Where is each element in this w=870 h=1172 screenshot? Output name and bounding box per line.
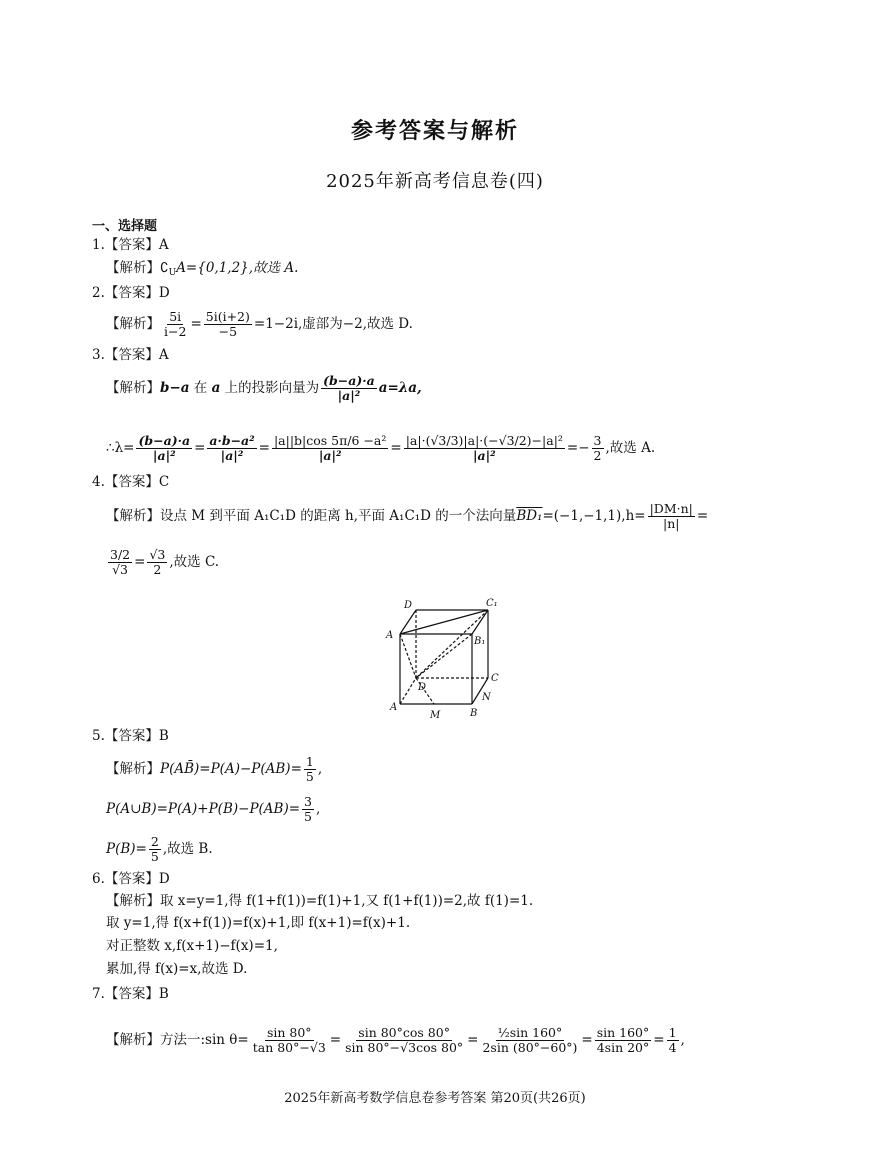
q3-frac-3: $\frac{\text{|a||b|cos 5π/6 −a²}}{\text{|a|²}}$ [273, 433, 387, 463]
q2-frac-1: $\frac{5i}{i-2}$ [164, 309, 187, 339]
q6-solution-line1: 【解析】取 x=y=1,得 f(1+f(1))=f(1)+1,又 f(1+f(1))=2,故 f(1)=1. [106, 893, 534, 909]
q6-solution-line3: 对正整数 x,f(x+1)−f(x)=1, [106, 938, 278, 954]
q1-answer: 1.【答案】A [92, 237, 169, 253]
label-a: A [390, 702, 398, 713]
label-d1: D [404, 600, 413, 611]
q3-frac-1: $\frac{(b-a)\cdot a}{\text{|a|²}}$ [138, 433, 191, 463]
label-b1: B₁ [474, 636, 486, 647]
q3-frac-proj: $\frac{(b-a)\cdot a}{\text{|a|²}}$ [323, 373, 375, 403]
cube-figure [380, 596, 510, 726]
q3-solution-line2: ∴λ= $\frac{(b-a)\cdot a}{\text{|a|²}}$ = $\frac{\text{a·b−a²}}{\text{|a|²}}$ = $\frac{\text{|a||b|cos 5π/6 −a²}}{\text{|a|²}}$ = $\frac{\text{|a|·(√3/3)|a|·(−√3/2)−|a|²}}{\text{|a|²}}$ =− $\frac{3}{2}$ ,故选 A. [106, 433, 656, 463]
q6-solution-line2: 取 y=1,得 f(x+f(1))=f(x)+1,即 f(x+1)=f(x)+1. [106, 915, 411, 931]
q3-frac-2: $\frac{\text{a·b−a²}}{\text{|a|²}}$ [209, 433, 255, 463]
q4-answer: 4.【答案】C [92, 474, 170, 490]
q4-frac-h: $\frac{|DM\cdot n|}{|n|}$ [649, 501, 693, 531]
q3-answer: 3.【答案】A [92, 347, 169, 363]
q3-solution-line1: 【解析】b−a 在 a 上的投影向量为 $\frac{(b-a)\cdot a}{\text{|a|²}}$ a=λa, [106, 373, 422, 403]
q7-answer: 7.【答案】B [92, 986, 169, 1002]
q5-solution-line3: P(B)= $\frac{2}{5}$ ,故选 B. [106, 834, 213, 864]
page-footer: 2025年新高考数学信息卷参考答案 第20页(共26页) [284, 1091, 586, 1106]
label-b: B [470, 708, 478, 719]
jiexi-label: 【解析】 [106, 260, 160, 276]
section-heading: 一、选择题 [92, 219, 158, 234]
label-c: C [491, 673, 499, 684]
q4-solution-line1: 【解析】设点 M 到平面 A₁C₁D 的距离 h,平面 A₁C₁D 的一个法向量BD₁=(−1,−1,1),h= $\frac{|DM\cdot n|}{|n|}$ = [106, 501, 709, 531]
q6-answer: 6.【答案】D [92, 871, 170, 887]
q2-solution: 【解析】 $\frac{5i}{i-2}$ = $\frac{5i(i+2)}{-5}$ =1−2i,虚部为−2,故选 D. [106, 309, 413, 339]
q3-frac-4: $\frac{\text{|a|·(√3/3)|a|·(−√3/2)−|a|²}}{\text{|a|²}}$ [405, 433, 563, 463]
label-n: N [482, 692, 491, 703]
q5-solution-line1: 【解析】P(AB̄)=P(A)−P(AB)= $\frac{1}{5}$ , [106, 754, 323, 784]
label-d: D [418, 682, 427, 693]
q5-answer: 5.【答案】B [92, 728, 169, 744]
q2-frac-2: $\frac{5i(i+2)}{-5}$ [205, 309, 250, 339]
label-a1: A [386, 630, 394, 641]
vector-bd1: BD₁ [516, 508, 543, 524]
label-c1: C₁ [486, 598, 498, 609]
q5-solution-line2: P(A∪B)=P(A)+P(B)−P(AB)= $\frac{3}{5}$ , [106, 794, 321, 824]
label-m: M [430, 710, 441, 721]
q4-frac-result: $\frac{3/2}{√3}$ [110, 547, 131, 577]
q4-frac-result-2: $\frac{√3}{2}$ [149, 547, 166, 577]
q3-frac-5: $\frac{3}{2}$ [593, 433, 602, 463]
q7-solution: 【解析】方法一:sin θ= $\frac{\sin 80^\circ}{\tan 80^\circ-√3}$ = $\frac{\sin 80^\circ\cos 80^\circ}{\sin 80^\circ-√3\cos 80^\circ}$ = $\frac{\text{½sin 160°}}{2\sin (80^\circ-60^\circ)}$ = $\frac{\sin 160^\circ}{4\sin 20^\circ}$ = $\frac{1}{4}$ , [106, 1025, 685, 1055]
page-subtitle: 2025年新高考信息卷(四) [326, 171, 544, 192]
q1-solution: 【解析】$∁_UA=\{0,1,2\}$,故选 A. [106, 260, 299, 278]
q2-answer: 2.【答案】D [92, 285, 170, 301]
q6-solution-line4: 累加,得 f(x)=x,故选 D. [106, 961, 248, 977]
page-title: 参考答案与解析 [350, 119, 519, 144]
q4-solution-line2: $\frac{3/2}{√3}$ = $\frac{√3}{2}$ ,故选 C. [110, 547, 220, 577]
